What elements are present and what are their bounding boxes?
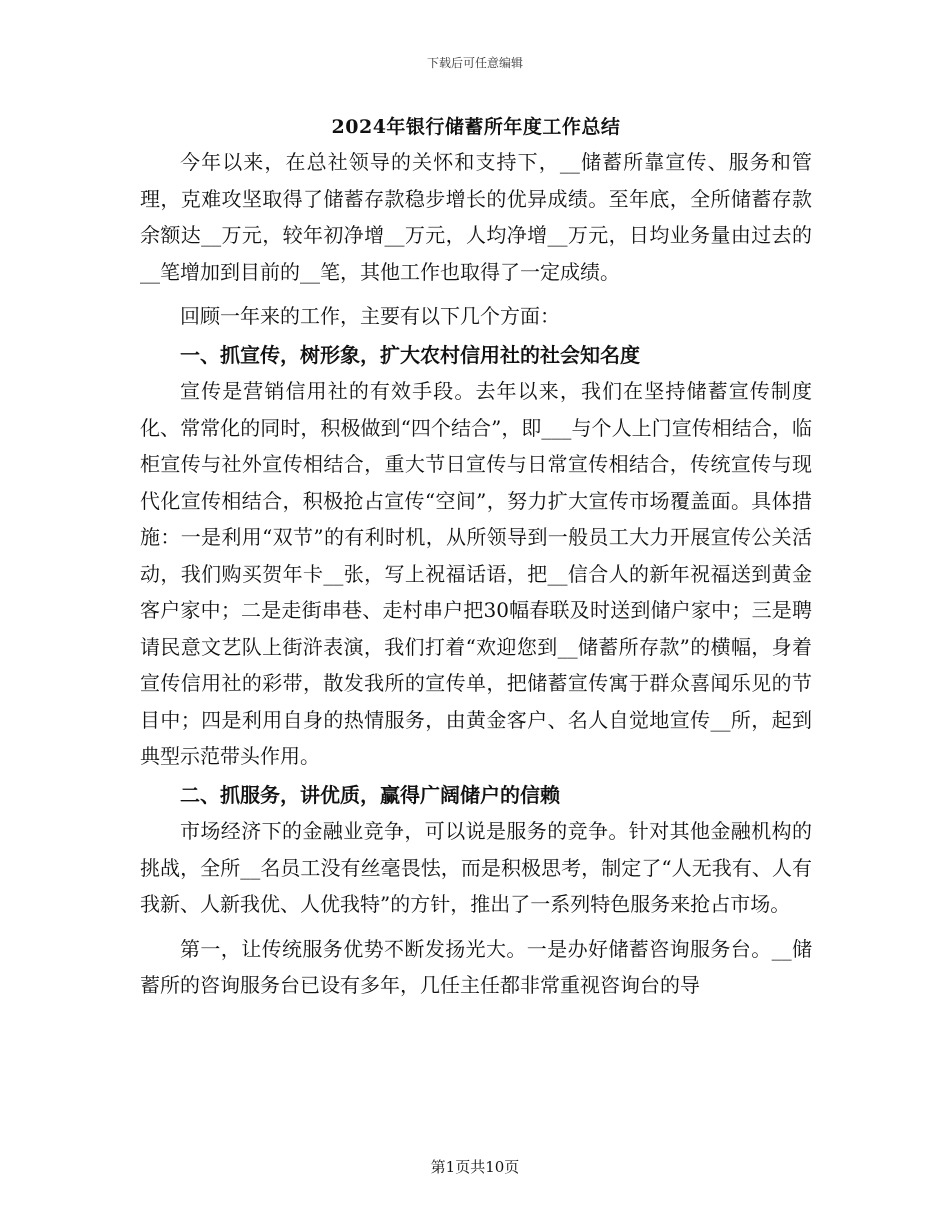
section-paragraph-publicity: 宣传是营销信用社的有效手段。去年以来，我们在坚持储蓄宣传制度化、常常化的同时，积极做到“四个结合”，即___与个人上门宣传相结合，临柜宣传与社外宣传相结合，重大节日宣传与日常宣传相结合，传统宣传与现代化宣传相结合，积极抢占宣传“空间”，努力扩大宣传市场覆盖面。具体措施：一是利用“双节”的有利时机，从所领导到一般员工大力开展宣传公关活动，我们购买贺年卡__张，写上祝福话语，把__信合人的新年祝福送到黄金客户家中；二是走街串巷、走村串户把30幅春联及时送到储户家中；三是聘请民意文艺队上街浒表演，我们打着“欢迎您到__储蓄所存款”的横幅，身着宣传信用社的彩带，散发我所的宣传单，把储蓄宣传寓于群众喜闻乐见的节目中；四是利用自身的热情服务，由黄金客户、名人自觉地宣传__所，起到典型示范带头作用。: [140, 379, 812, 768]
header-note: 下载后可任意编辑: [426, 56, 523, 70]
section-heading-service: 二、抓服务，讲优质，赢得广阔储户的信赖: [180, 782, 560, 807]
document-body: [140, 110, 812, 1004]
document-title: 2024年银行储蓄所年度工作总结: [331, 116, 621, 138]
section-paragraph-service: 市场经济下的金融业竞争，可以说是服务的竞争。针对其他金融机构的挑战，全所__名员工没有丝毫畏怯，而是积极思考，制定了“人无我有、人有我新、人新我优、人优我特”的方针，推出了一系列特色服务来抢占市场。: [140, 819, 812, 916]
page-indicator: 第1页共10页: [430, 1158, 520, 1176]
review-paragraph: 回顾一年来的工作，主要有以下几个方面：: [180, 304, 560, 328]
section-paragraph-service-first: 第一，让传统服务优势不断发扬光大。一是办好储蓄咨询服务台。__储蓄所的咨询服务台已设有多年，几任主任都非常重视咨询台的导: [140, 936, 812, 997]
intro-paragraph: 今年以来，在总社领导的关怀和支持下，__储蓄所靠宣传、服务和管理，克难攻坚取得了储蓄存款稳步增长的优异成绩。至年底，全所储蓄存款余额达__万元，较年初净增__万元，人均净增__万元，日均业务量由过去的__笔增加到目前的__笔，其他工作也取得了一定成绩。: [140, 150, 812, 284]
section-heading-publicity: 一、抓宣传，树形象，扩大农村信用社的社会知名度: [180, 342, 640, 367]
